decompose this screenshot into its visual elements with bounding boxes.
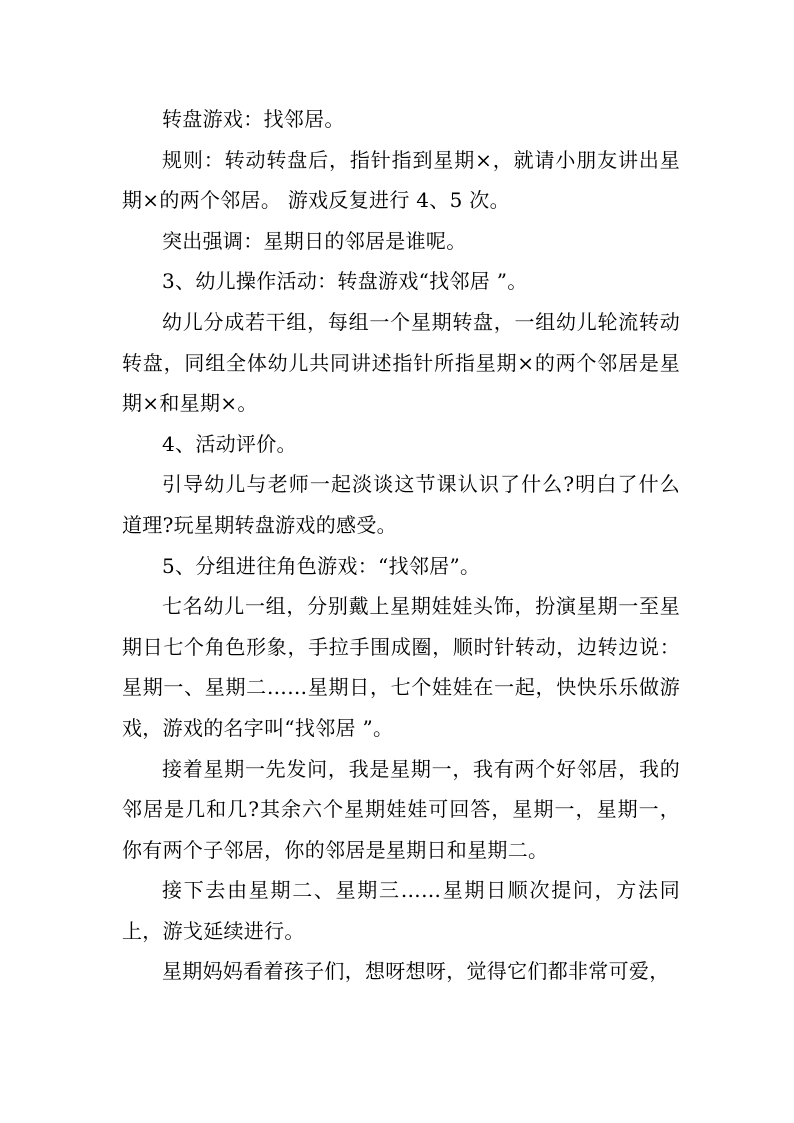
document-body	[122, 99, 680, 992]
paragraph-step-5: 5、分组进往角色游戏：“找邻居”。	[162, 553, 481, 578]
paragraph-group-activity: 幼儿分成若干组，每组一个星期转盘，一组幼儿轮流转动转盘，同组全体幼儿共同讲述指针所指星期×的两个邻居是星期×和星期×。	[122, 309, 680, 416]
paragraph-continue: 接下去由星期二、星期三……星期日顺次提问，方法同上，游戈延续进行。	[122, 878, 680, 943]
paragraph-game-title: 转盘游戏：找邻居。	[162, 107, 345, 131]
paragraph-step-4: 4、活动评价。	[162, 431, 297, 456]
paragraph-role-play: 七名幼儿一组，分别戴上星期娃娃头饰，扮演星期一至星期日七个角色形象，手拉手围成圈，顺时针转动，边转边说：星期一、星期二……星期日，七个娃娃在一起，快快乐乐做游戏，游戏的名字叫“找邻居 ”。	[122, 594, 680, 740]
paragraph-monday-question: 接着星期一先发问，我是星期一，我有两个好邻居，我的邻居是几和几?其余六个星期娃娃可回答，星期一，星期一，你有两个子邻居，你的邻居是星期日和星期二。	[122, 756, 680, 862]
paragraph-mother: 星期妈妈看着孩子们，想呀想呀，觉得它们都非常可爱，	[162, 959, 670, 984]
paragraph-step-3: 3、幼儿操作活动：转盘游戏“找邻居 ”。	[162, 269, 528, 294]
paragraph-evaluation: 引导幼儿与老师一起淡谈这节课认识了什么?明白了什么道理?玩星期转盘游戏的感受。	[122, 472, 680, 537]
paragraph-rules: 规则：转动转盘后，指针指到星期×，就请小朋友讲出星期×的两个邻居。 游戏反复进行 4、5 次。	[122, 147, 680, 213]
paragraph-emphasis: 突出强调：星期日的邻居是谁呢。	[162, 228, 467, 253]
